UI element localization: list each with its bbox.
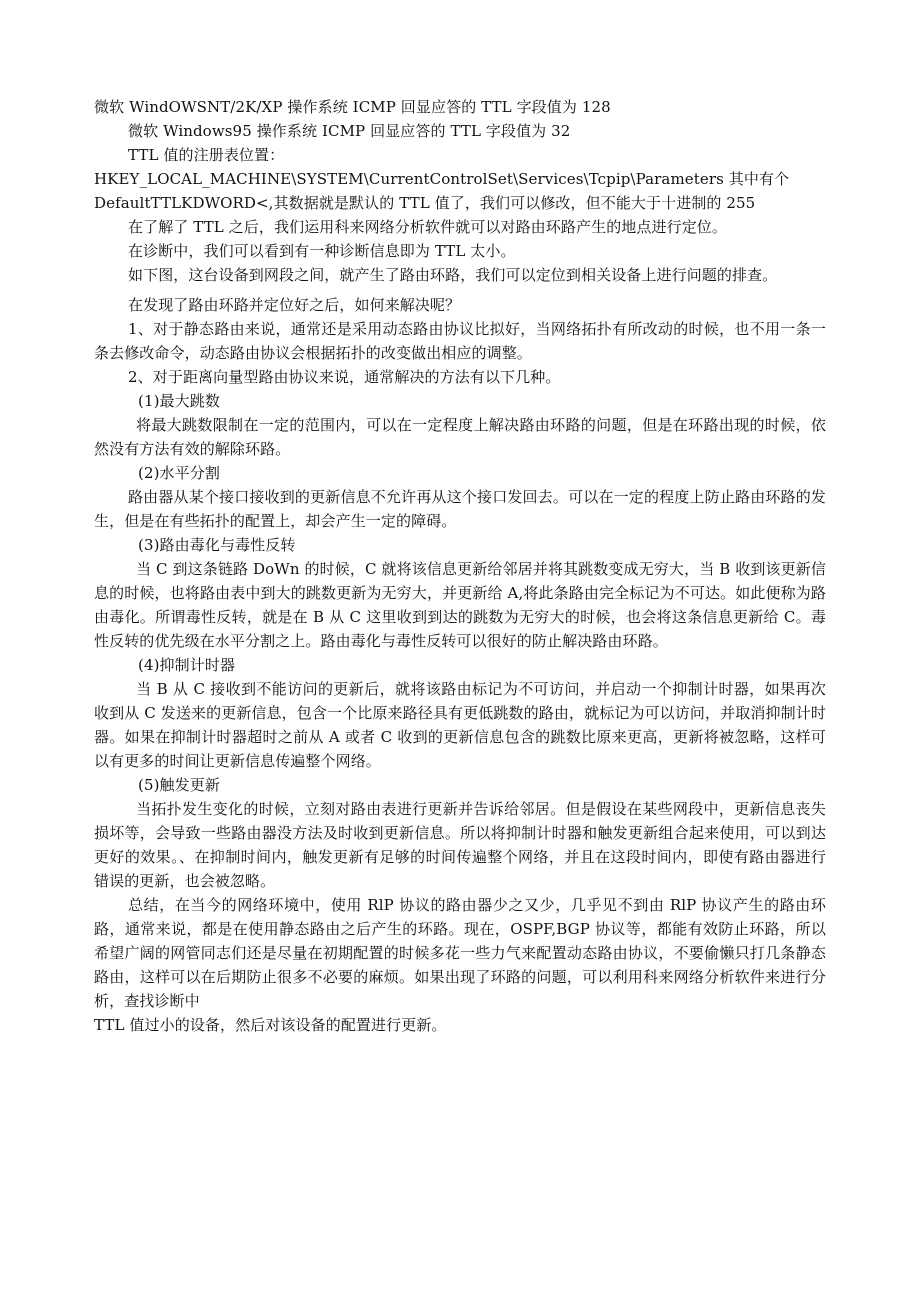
paragraph-how-to-solve: 在发现了路由环路并定位好之后，如何来解决呢？	[128, 296, 461, 314]
paragraph-summary-end: TTL 值过小的设备，然后对该设备的配置进行更新。	[94, 1016, 447, 1034]
heading-split-horizon: (2)水平分割	[138, 464, 220, 482]
paragraph-static-routing: 1、对于静态路由来说，通常还是采用动态路由协议比拟好，当网络拓扑有所改动的时候，也不用一条一条去修改命令，动态路由协议会根据拓扑的改变做出相应的调整。	[94, 320, 826, 362]
document-body	[94, 95, 826, 1037]
paragraph-ttl-win95: 微软 Windows95 操作系统 ICMP 回显应答的 TTL 字段值为 32	[128, 122, 571, 140]
paragraph-split-horizon: 路由器从某个接口接收到的更新信息不允许再从这个接口发回去。可以在一定的程度上防止路由环路的发生，但是在有些拓扑的配置上，却会产生一定的障碍。	[94, 488, 826, 530]
heading-holddown-timer: (4)抑制计时器	[138, 656, 236, 674]
paragraph-registry-path: HKEY_LOCAL_MACHINE\SYSTEM\CurrentControlSet\Services\Tcpip\Parameters 其中有个 DefaultTTLKDWORD<,其数据就是默认的 TTL 值了，我们可以修改，但不能大于十进制的 255	[94, 170, 790, 212]
paragraph-diagnosis: 在诊断中，我们可以看到有一种诊断信息即为 TTL 太小。	[128, 242, 516, 260]
paragraph-ttl-winnt: 微软 WindOWSNT/2K/XP 操作系统 ICMP 回显应答的 TTL 字段值为 128	[94, 98, 611, 116]
paragraph-holddown-timer: 当 B 从 C 接收到不能访问的更新后，就将该路由标记为不可访问，并启动一个抑制计时器，如果再次收到从 C 发送来的更新信息，包含一个比原来路径具有更低跳数的路由，就标记为可以访问，并取消抑制计时器。如果在抑制计时器超时之前从 A 或者 C 收到的更新信息包含的跳数比原来更高，更新将被忽略，这样可以有更多的时间让更新信息传遍整个网络。	[94, 680, 826, 770]
heading-triggered-update: (5)触发更新	[138, 776, 220, 794]
heading-route-poisoning: (3)路由毒化与毒性反转	[138, 536, 296, 554]
paragraph-understand-ttl: 在了解了 TTL 之后，我们运用科来网络分析软件就可以对路由环路产生的地点进行定位。	[128, 218, 727, 236]
paragraph-registry-label: TTL 值的注册表位置：	[128, 146, 285, 164]
heading-max-hops: (1)最大跳数	[138, 392, 220, 410]
paragraph-triggered-update: 当拓扑发生变化的时候，立刻对路由表进行更新并告诉给邻居。但是假设在某些网段中，更新信息丧失损坏等，会导致一些路由器没方法及时收到更新信息。所以将抑制计时器和触发更新组合起来使用，可以到达更好的效果。、在抑制时间内，触发更新有足够的时间传遍整个网络，并且在这段时间内，即使有路由器进行错误的更新，也会被忽略。	[94, 800, 826, 890]
paragraph-figure-note: 如下图，这台设备到网段之间，就产生了路由环路，我们可以定位到相关设备上进行问题的排查。	[128, 266, 778, 284]
paragraph-max-hops: 将最大跳数限制在一定的范围内，可以在一定程度上解决路由环路的问题，但是在环路出现的时候，依然没有方法有效的解除环路。	[94, 416, 826, 458]
paragraph-route-poisoning: 当 C 到这条链路 DoWn 的时候，C 就将该信息更新给邻居并将其跳数变成无穷大，当 B 收到该更新信息的时候，也将路由表中到大的跳数更新为无穷大，并更新给 A,将此条路由完全标记为不可达。如此便称为路由毒化。所谓毒性反转，就是在 B 从 C 这里收到到达的跳数为无穷大的时候，也会将这条信息更新给 C。毒性反转的优先级在水平分割之上。路由毒化与毒性反转可以很好的防止解决路由环路。	[94, 560, 826, 650]
paragraph-distance-vector: 2、对于距离向量型路由协议来说，通常解决的方法有以下几种。	[128, 368, 561, 386]
paragraph-summary: 总结，在当今的网络环境中，使用 RlP 协议的路由器少之又少，几乎见不到由 RlP 协议产生的路由环路，通常来说，都是在使用静态路由之后产生的环路。现在，OSPF,BGP 协议等，都能有效防止环路，所以希望广阔的网管同志们还是尽量在初期配置的时候多花一些力气来配置动态路由协议，不要偷懒只打几条静态路由，这样可以在后期防止很多不必要的麻烦。如果出现了环路的问题，可以利用科来网络分析软件来进行分析，查找诊断中	[94, 896, 826, 1010]
